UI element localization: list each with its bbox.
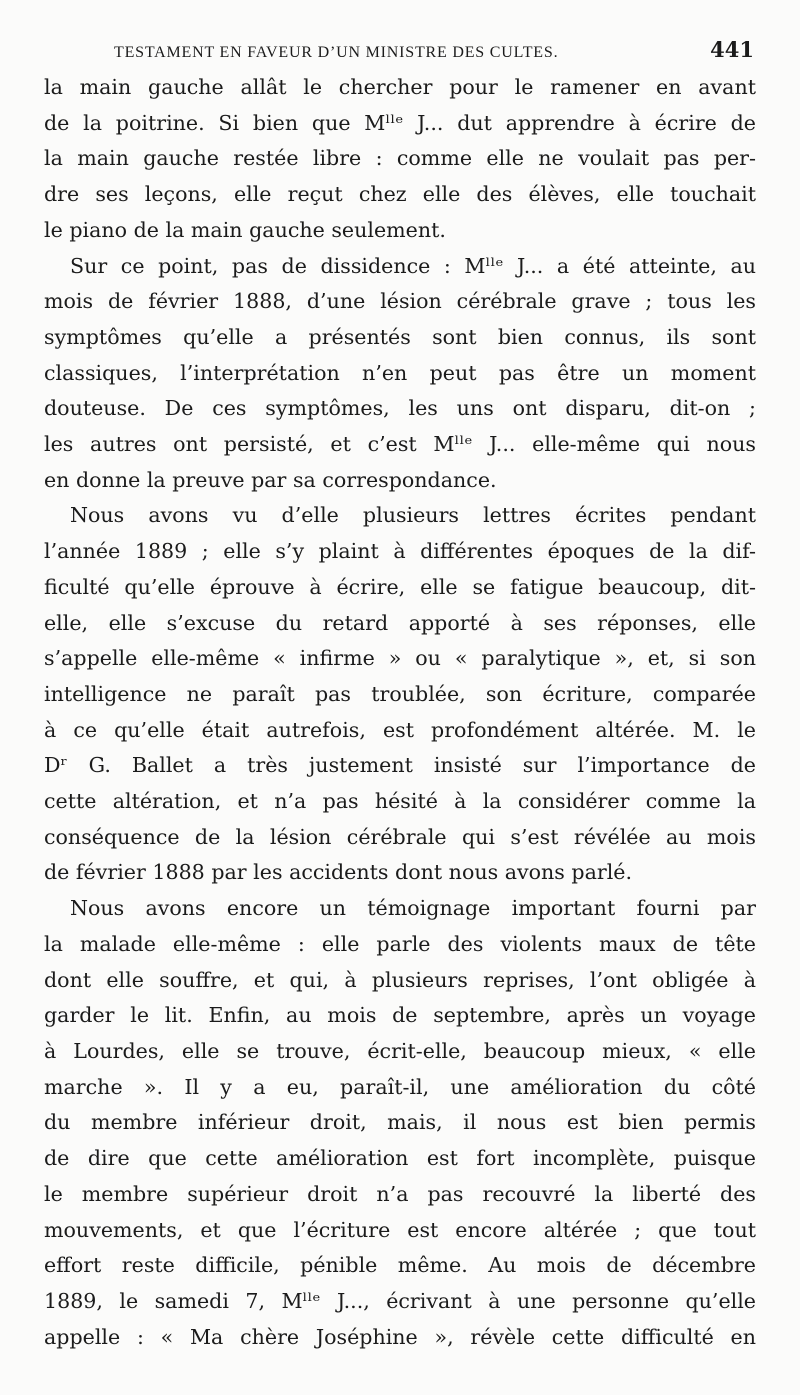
text-line: la main gauche allât le chercher pour le ramener en avant xyxy=(44,75,756,99)
text-line: à ce qu’elle était autrefois, est profondément altérée. M. le xyxy=(44,717,756,742)
text-line: le membre supérieur droit n’a pas recouvré la liberté des xyxy=(44,1181,756,1206)
text-line: Sur ce point, pas de dissidence : Mˡˡᵉ J... a été atteinte, au xyxy=(70,253,756,278)
running-title: TESTAMENT EN FAVEUR D’UN MINISTRE DES CULTES. xyxy=(114,44,559,61)
text-line: à Lourdes, elle se trouve, écrit-elle, beaucoup mieux, « elle xyxy=(44,1038,756,1063)
body-text xyxy=(44,70,756,1355)
text-line: s’appelle elle-même « infirme » ou « paralytique », et, si son xyxy=(44,646,756,671)
paragraph xyxy=(44,70,756,249)
text-line: Nous avons encore un témoignage important fourni par xyxy=(70,896,756,921)
text-line: marche ». Il y a eu, paraît-il, une amélioration du côté xyxy=(44,1074,756,1099)
text-line: le piano de la main gauche seulement. xyxy=(44,217,446,242)
text-line: du membre inférieur droit, mais, il nous est bien permis xyxy=(44,1110,756,1135)
paragraph xyxy=(44,891,756,1355)
text-line: cette altération, et n’a pas hésité à la considérer comme la xyxy=(44,789,756,814)
text-line: 1889, le samedi 7, Mˡˡᵉ J..., écrivant à une personne qu’elle xyxy=(44,1288,756,1313)
text-line: elle, elle s’excuse du retard apporté à ses réponses, elle xyxy=(44,610,756,635)
paragraph xyxy=(44,498,756,891)
page-number: 441 xyxy=(710,37,754,62)
text-line: la main gauche restée libre : comme elle ne voulait pas per- xyxy=(44,146,756,171)
text-line: intelligence ne paraît pas troublée, son écriture, comparée xyxy=(44,681,756,706)
text-line: symptômes qu’elle a présentés sont bien connus, ils sont xyxy=(44,324,756,349)
text-line: de la poitrine. Si bien que Mˡˡᵉ J... dut apprendre à écrire de xyxy=(44,110,756,135)
text-line: ficulté qu’elle éprouve à écrire, elle se fatigue beaucoup, dit- xyxy=(44,574,756,599)
paragraph xyxy=(44,249,756,499)
text-line: la malade elle-même : elle parle des violents maux de tête xyxy=(44,931,756,956)
text-line: conséquence de la lésion cérébrale qui s’est révélée au mois xyxy=(44,824,756,849)
text-line: garder le lit. Enfin, au mois de septembre, après un voyage xyxy=(44,1003,756,1028)
text-line: mouvements, et que l’écriture est encore altérée ; que tout xyxy=(44,1217,756,1242)
text-line: douteuse. De ces symptômes, les uns ont disparu, dit-on ; xyxy=(44,396,756,421)
text-line: classiques, l’interprétation n’en peut pas être un moment xyxy=(44,360,756,385)
text-line: les autres ont persisté, et c’est Mˡˡᵉ J... elle-même qui nous xyxy=(44,432,756,457)
text-line: en donne la preuve par sa correspondance. xyxy=(44,467,497,492)
text-line: de dire que cette amélioration est fort incomplète, puisque xyxy=(44,1146,756,1171)
text-line: Dʳ G. Ballet a très justement insisté sur l’importance de xyxy=(44,753,756,778)
text-line: l’année 1889 ; elle s’y plaint à différentes époques de la dif- xyxy=(44,539,756,564)
text-line: dont elle souffre, et qui, à plusieurs reprises, l’ont obligée à xyxy=(44,967,756,992)
text-line: effort reste difficile, pénible même. Au mois de décembre xyxy=(44,1253,756,1278)
text-line: Nous avons vu d’elle plusieurs lettres écrites pendant xyxy=(70,503,756,528)
text-line: mois de février 1888, d’une lésion cérébrale grave ; tous les xyxy=(44,289,756,314)
text-line: dre ses leçons, elle reçut chez elle des élèves, elle touchait xyxy=(44,182,756,207)
text-line: appelle : « Ma chère Joséphine », révèle cette difficulté en xyxy=(44,1324,756,1349)
running-head xyxy=(44,37,754,65)
text-line: de février 1888 par les accidents dont nous avons parlé. xyxy=(44,860,633,885)
